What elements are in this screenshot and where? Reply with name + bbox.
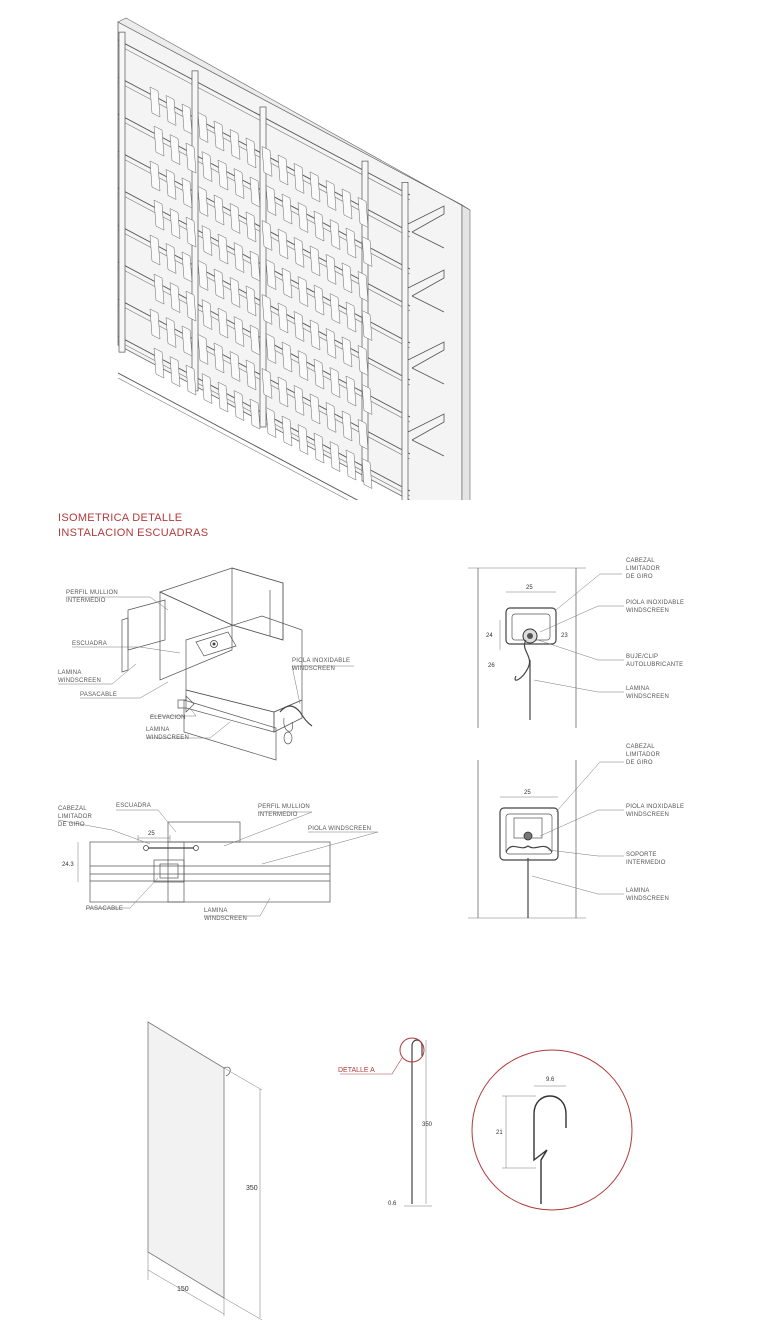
dim-25-top: 25 — [526, 585, 533, 591]
label-piola-2-bottom: WINDSCREEN — [626, 812, 670, 818]
blade-isometric — [148, 1022, 262, 1320]
label-cabezal-1-top: CABEZAL — [626, 558, 655, 564]
label-lamina-1-top: LAMINA — [626, 686, 650, 692]
section-title-line1: ISOMETRICA DETALLE — [58, 512, 183, 524]
label-pasacable: PASACABLE — [80, 692, 118, 698]
blade-detail-a — [472, 1050, 632, 1210]
label-piola-1: PIOLA INOXIDABLE — [292, 658, 351, 664]
label-lamina-2-plan: WINDSCREEN — [204, 916, 248, 922]
label-escuadra-plan: ESCUADRA — [116, 803, 151, 809]
label-soporte-1: SOPORTE — [626, 852, 657, 858]
iso-bracket-detail — [58, 568, 354, 760]
section-title-line2: INSTALACION ESCUADRAS — [58, 527, 209, 539]
dim-detail-width: 9.6 — [546, 1077, 555, 1083]
label-perfil-mullion-1: PERFIL MULLION — [66, 590, 118, 596]
section-top-detail — [468, 558, 684, 728]
label-bujeclip-1: BUJE/CLIP — [626, 654, 659, 660]
dim-blade-height: 350 — [246, 1185, 258, 1192]
label-lamina-2-bottom: WINDSCREEN — [626, 896, 670, 902]
label-lamina-1-bottom: LAMINA — [626, 888, 650, 894]
label-piola-2-top: WINDSCREEN — [626, 608, 670, 614]
label-piola-1-bottom: PIOLA INOXIDABLE — [626, 804, 685, 810]
label-lamina-b-2: WINDSCREEN — [146, 735, 190, 741]
blade-profile — [338, 1038, 433, 1207]
label-piola-1-top: PIOLA INOXIDABLE — [626, 600, 685, 606]
dim-detail-height: 21 — [496, 1130, 503, 1136]
label-cabezal-1-plan: CABEZAL — [58, 806, 87, 812]
dim-profile-height: 350 — [422, 1122, 433, 1128]
label-cabezal-3-top: DE GIRO — [626, 574, 653, 580]
label-detalle-a: DETALLE A — [338, 1067, 375, 1074]
label-perfil-mullion-2: INTERMEDIO — [66, 598, 106, 604]
label-lamina-2-top: WINDSCREEN — [626, 694, 670, 700]
label-lamina-b-1: LAMINA — [146, 727, 170, 733]
dim-25-plan: 25 — [148, 831, 155, 837]
dim-25-bottom: 25 — [524, 790, 531, 796]
dim-23-top: 23 — [561, 633, 568, 639]
label-escuadra: ESCUADRA — [72, 641, 107, 647]
label-perfil-1-plan: PERFIL MULLION — [258, 804, 310, 810]
dim-24-top: 24 — [486, 633, 493, 639]
label-cabezal-3-bottom: DE GIRO — [626, 760, 653, 766]
section-bottom-detail — [468, 744, 684, 918]
dim-26-top: 26 — [488, 663, 495, 669]
label-piola-plan: PIOLA WINDSCREEN — [308, 826, 372, 832]
dim-blade-width: 150 — [177, 1286, 189, 1293]
plan-bracket-detail — [58, 800, 378, 940]
label-cabezal-2-plan: LIMITADOR — [58, 814, 93, 820]
label-lamina-1-plan: LAMINA — [204, 908, 228, 914]
label-cabezal-3-plan: DE GIRO — [58, 822, 85, 828]
label-lamina-2: WINDSCREEN — [58, 678, 102, 684]
label-lamina-1: LAMINA — [58, 670, 82, 676]
label-cabezal-2-top: LIMITADOR — [626, 566, 661, 572]
label-elevacion: ELEVACION — [150, 715, 186, 721]
label-soporte-2: INTERMEDIO — [626, 860, 666, 866]
label-cabezal-1-bottom: CABEZAL — [626, 744, 655, 750]
dim-thickness: 0.6 — [388, 1201, 397, 1207]
label-cabezal-2-bottom: LIMITADOR — [626, 752, 661, 758]
label-piola-2: WINDSCREEN — [292, 666, 336, 672]
label-perfil-2-plan: INTERMEDIO — [258, 812, 298, 818]
label-bujeclip-2: AUTOLUBRICANTE — [626, 662, 684, 668]
dim-243-plan: 24.3 — [62, 862, 74, 868]
label-pasacable-plan: PASACABLE — [86, 906, 124, 912]
